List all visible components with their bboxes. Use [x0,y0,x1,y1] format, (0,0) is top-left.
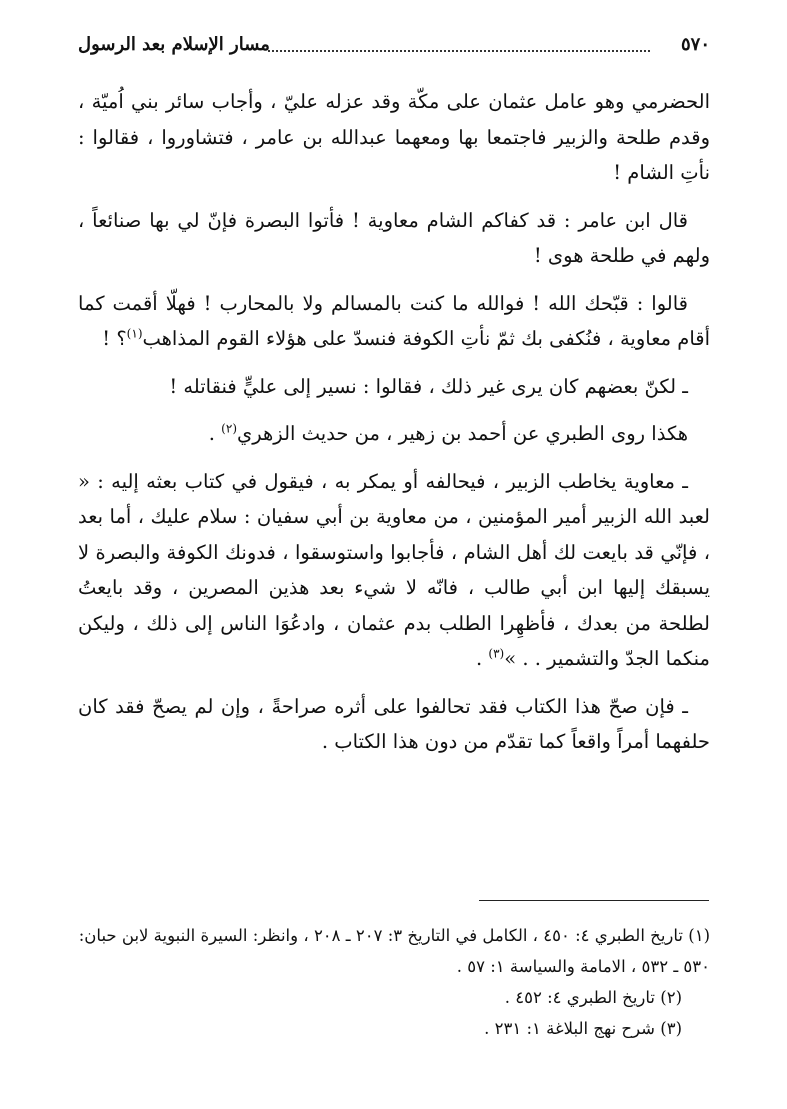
footnote-ref: (٢) [221,421,237,436]
paragraph: ـ لكنّ بعضهم كان يرى غير ذلك ، فقالوا : نسير إلى عليٍّ فنقاتله ! [169,374,688,398]
footnote-separator [479,900,709,901]
footnote: (٢) تاريخ الطبري ٤: ٤٥٢ . [504,988,682,1007]
paragraph: قالوا : قبّحك الله ! فوالله ما كنت بالمسالم ولا بالمحارب ! فهلّا أقمت كما أقام معاوية ، فنُكفى بك ثمّ نأتِ الكوفة فنسدّ على هؤلاء القوم المذاهب$^{(١)}$؟ ! [78,291,710,350]
footnote-ref: (٣) [488,646,505,661]
paragraph: الحضرمي وهو عامل عثمان على مكّة وقد عزله عليّ ، وأجاب سائر بني اُميّة ، وقدم طلحة والزبير فاجتمعا بها ومعهما عبدالله بن عامر ، فتشاوروا ، فقالوا : نأتِ الشام ! [78,90,710,184]
main-text [78,84,710,772]
running-title: مسار الإسلام بعد الرسول [78,34,270,55]
page-header [78,30,710,64]
footnote: (٣) شرح نهج البلاغة ١: ٢٣١ . [484,1019,682,1038]
header-dotted-leader [268,50,650,52]
paragraph: ـ معاوية يخاطب الزبير ، فيحالفه أو يمكر به ، فيقول في كتاب بعثه إليه : « لعبد الله الزبير أمير المؤمنين ، من معاوية بن أبي سفيان : سلام عليك ، أما بعد ، فإنّي قد بايعت لك أهل الشام ، فأجابوا واستوسقوا ، فدونك الكوفة والبصرة لا يسبقك إليها ابن أبي طالب ، فانّه لا شيء بعد هذين المصرين ، وقد بايعتُ لطلحة من بعدك ، فأظهِرا الطلب بدم عثمان ، وادعُوَا الناس إلى ذلك ، وليكن منكما الجدّ والتشمير . . »$^{(٣)}$ . [78,469,710,670]
page-number: ٥٧٠ [680,34,710,55]
footnote: (١) تاريخ الطبري ٤: ٤٥٠ ، الكامل في التاريخ ٣: ٢٠٧ ـ ٢٠٨ ، وانظر: السيرة النبوية لابن حبان: ٥٣٠ ـ ٥٣٢ ، الامامة والسياسة ١: ٥٧ . [78,926,710,976]
paragraph: قال ابن عامر : قد كفاكم الشام معاوية ! فأتوا البصرة فإنّ لي بها صنائعاً ، ولهم في طلحة هوى ! [78,208,710,267]
footnote-ref: (١) [126,326,143,341]
footnotes [78,920,710,1044]
paragraph: هكذا روى الطبري عن أحمد بن زهير ، من حديث الزهري$^{(٢)}$ . [208,421,688,445]
paragraph: ـ فإن صحّ هذا الكتاب فقد تحالفوا على أثره صراحةً ، وإن لم يصحّ فقد كان حلفهما أمراً واقعاً كما تقدّم من دون هذا الكتاب . [78,694,710,753]
